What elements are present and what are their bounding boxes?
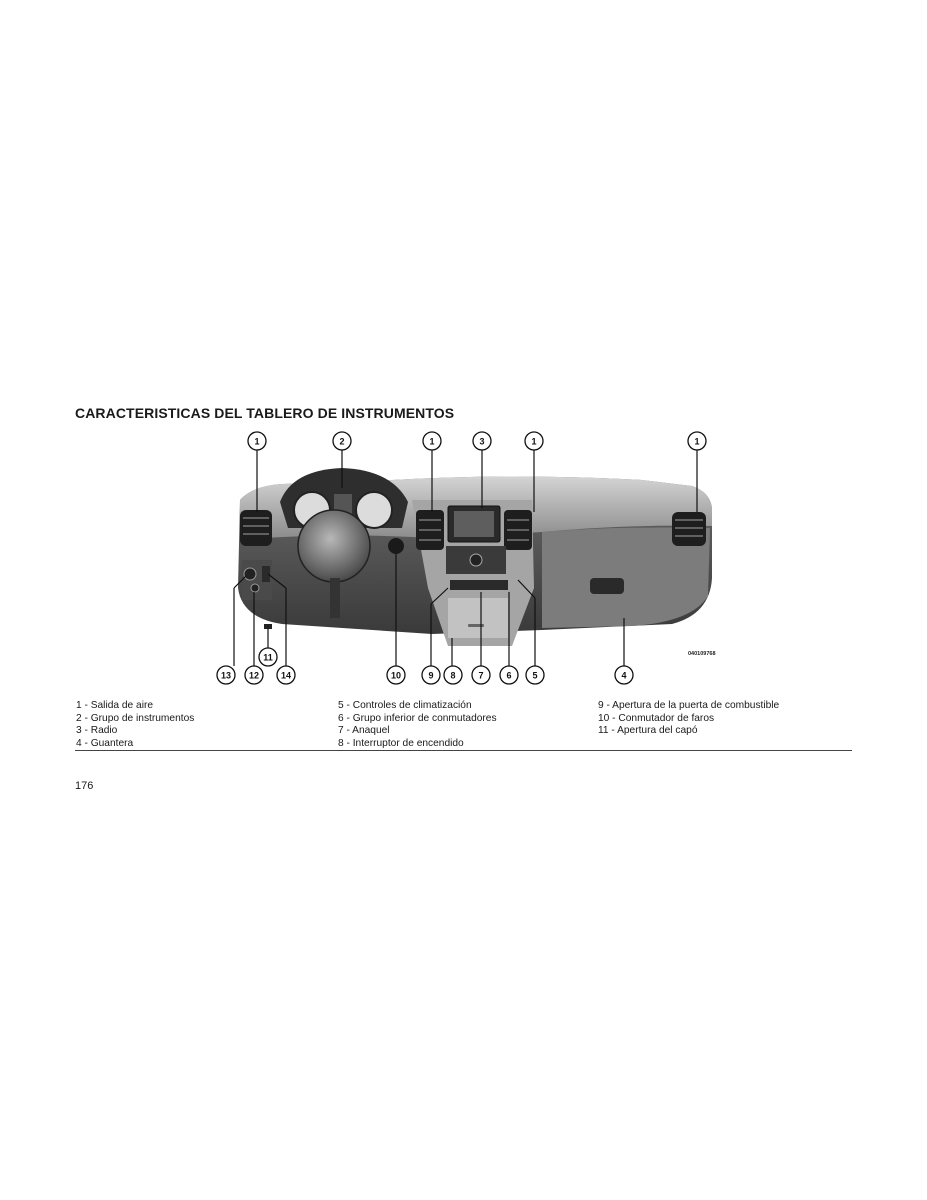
- svg-text:3: 3: [479, 436, 485, 447]
- callout-7: [472, 666, 490, 684]
- legend-item: 8 - Interruptor de encendido: [338, 737, 464, 749]
- callout-10: [387, 666, 405, 684]
- callout-1-left: [248, 432, 266, 450]
- air-vent-left: [240, 510, 272, 546]
- legend-column-1: [76, 700, 194, 750]
- legend-item: 10 - Conmutador de faros: [598, 712, 715, 724]
- callout-5: [526, 666, 544, 684]
- legend-divider: [75, 750, 852, 751]
- legend-column-2: [338, 700, 497, 750]
- legend-item: 5 - Controles de climatización: [338, 700, 472, 711]
- callout-1-center-left: [423, 432, 441, 450]
- callout-1-right: [688, 432, 706, 450]
- page-number: 176: [75, 780, 94, 792]
- svg-text:9: 9: [428, 670, 434, 681]
- legend-column-3: [598, 700, 779, 738]
- svg-text:5: 5: [532, 670, 538, 681]
- legend-item: 9 - Apertura de la puerta de combustible: [598, 700, 780, 711]
- legend-item: 4 - Guantera: [76, 737, 134, 749]
- svg-text:12: 12: [248, 670, 260, 681]
- legend-item: 6 - Grupo inferior de conmutadores: [338, 712, 497, 724]
- callout-9: [422, 666, 440, 684]
- callout-6: [500, 666, 518, 684]
- svg-text:11: 11: [263, 652, 273, 663]
- svg-text:2: 2: [339, 436, 345, 447]
- image-code: 040109768: [688, 651, 716, 657]
- svg-text:6: 6: [506, 670, 512, 681]
- svg-text:1: 1: [531, 436, 537, 447]
- callout-11: [259, 648, 277, 666]
- callout-8: [444, 666, 462, 684]
- svg-text:1: 1: [429, 436, 435, 447]
- svg-text:7: 7: [478, 670, 484, 681]
- svg-text:14: 14: [280, 670, 292, 681]
- dashboard-illustration: [212, 428, 742, 690]
- section-title: CARACTERISTICAS DEL TABLERO DE INSTRUMENTOS: [75, 405, 455, 421]
- svg-text:10: 10: [390, 670, 402, 681]
- callout-1-center-right: [525, 432, 543, 450]
- svg-text:13: 13: [220, 670, 232, 681]
- callout-13: [217, 666, 235, 684]
- legend-item: 11 - Apertura del capó: [598, 725, 698, 737]
- legend-item: 3 - Radio: [76, 725, 118, 737]
- lower-switch-bank: [450, 580, 508, 590]
- callout-4: [615, 666, 633, 684]
- legend-item: 1 - Salida de aire: [76, 700, 154, 711]
- glove-box-handle: [590, 578, 624, 594]
- headlamp-switch: [388, 538, 404, 554]
- legend-item: 2 - Grupo de instrumentos: [76, 712, 195, 724]
- svg-text:4: 4: [621, 670, 627, 681]
- svg-text:1: 1: [254, 436, 260, 447]
- callout-3: [473, 432, 491, 450]
- air-vent-right: [672, 512, 706, 546]
- callout-12: [245, 666, 263, 684]
- svg-text:8: 8: [450, 670, 456, 681]
- callout-14: [277, 666, 295, 684]
- svg-text:1: 1: [694, 436, 700, 447]
- callout-2: [333, 432, 351, 450]
- legend-item: 7 - Anaquel: [338, 725, 390, 737]
